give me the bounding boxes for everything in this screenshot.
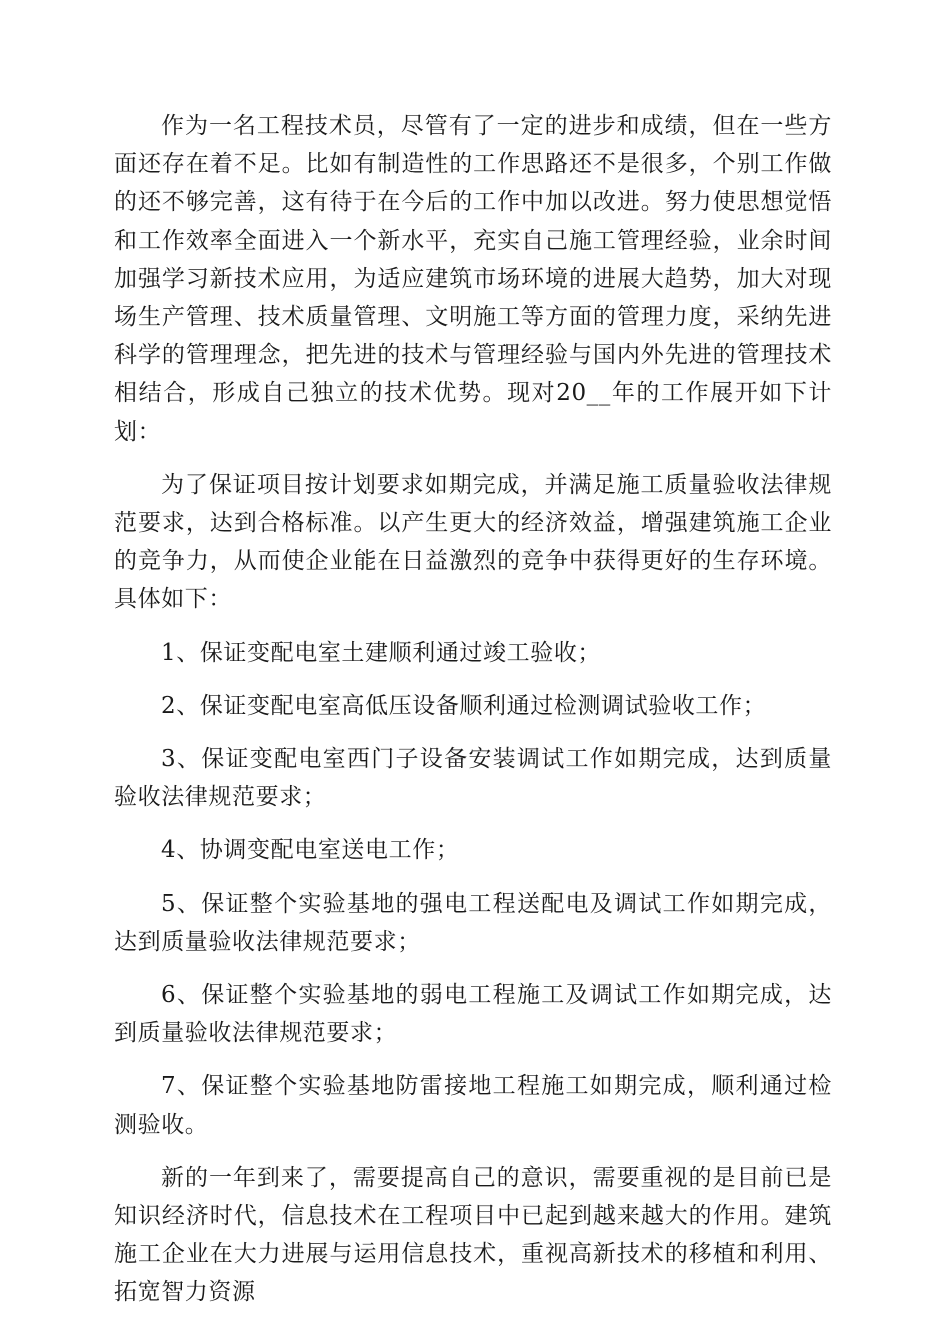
list-item-2: 2、保证变配电室高低压设备顺利通过检测调试验收工作； (161, 692, 767, 719)
document-body (114, 107, 832, 1327)
paragraph-intro: 作为一名工程技术员，尽管有了一定的进步和成绩，但在一些方面还存在着不足。比如有制造性的工作思路还不是很多，个别工作做的还不够完善，这有待于在今后的工作中加以改进。努力使思想觉悟和工作效率全面进入一个新水平，充实自己施工管理经验，业余时间加强学习新技术应用，为适应建筑市场环境的进展大趋势，加大对现场生产管理、技术质量管理、文明施工等方面的管理力度，采纳先进科学的管理理念，把先进的技术与管理经验与国内外先进的管理技术相结合，形成自己独立的技术优势。现对20__年的工作展开如下计划： (114, 113, 832, 445)
list-item-5: 5、保证整个实验基地的强电工程送配电及调试工作如期完成，达到质量验收法律规范要求； (114, 890, 832, 955)
list-item-7: 7、保证整个实验基地防雷接地工程施工如期完成，顺利通过检测验收。 (114, 1073, 832, 1138)
list-item-4: 4、协调变配电室送电工作； (161, 837, 460, 864)
list-item-6: 6、保证整个实验基地的弱电工程施工及调试工作如期完成，达到质量验收法律规范要求； (114, 982, 832, 1047)
paragraph-goal: 为了保证项目按计划要求如期完成，并满足施工质量验收法律规范要求，达到合格标准。以产生更大的经济效益，增强建筑施工企业的竞争力，从而使企业能在日益激烈的竞争中获得更好的生存环境。具体如下： (114, 471, 832, 613)
paragraph-new-year: 新的一年到来了，需要提高自己的意识，需要重视的是目前已是知识经济时代，信息技术在工程项目中已起到越来越大的作用。建筑施工企业在大力进展与运用信息技术，重视高新技术的移植和利用、拓宽智力资源 (114, 1164, 832, 1306)
list-item-1: 1、保证变配电室土建顺利通过竣工验收； (161, 639, 602, 666)
list-item-3: 3、保证变配电室西门子设备安装调试工作如期完成，达到质量验收法律规范要求； (114, 746, 832, 811)
